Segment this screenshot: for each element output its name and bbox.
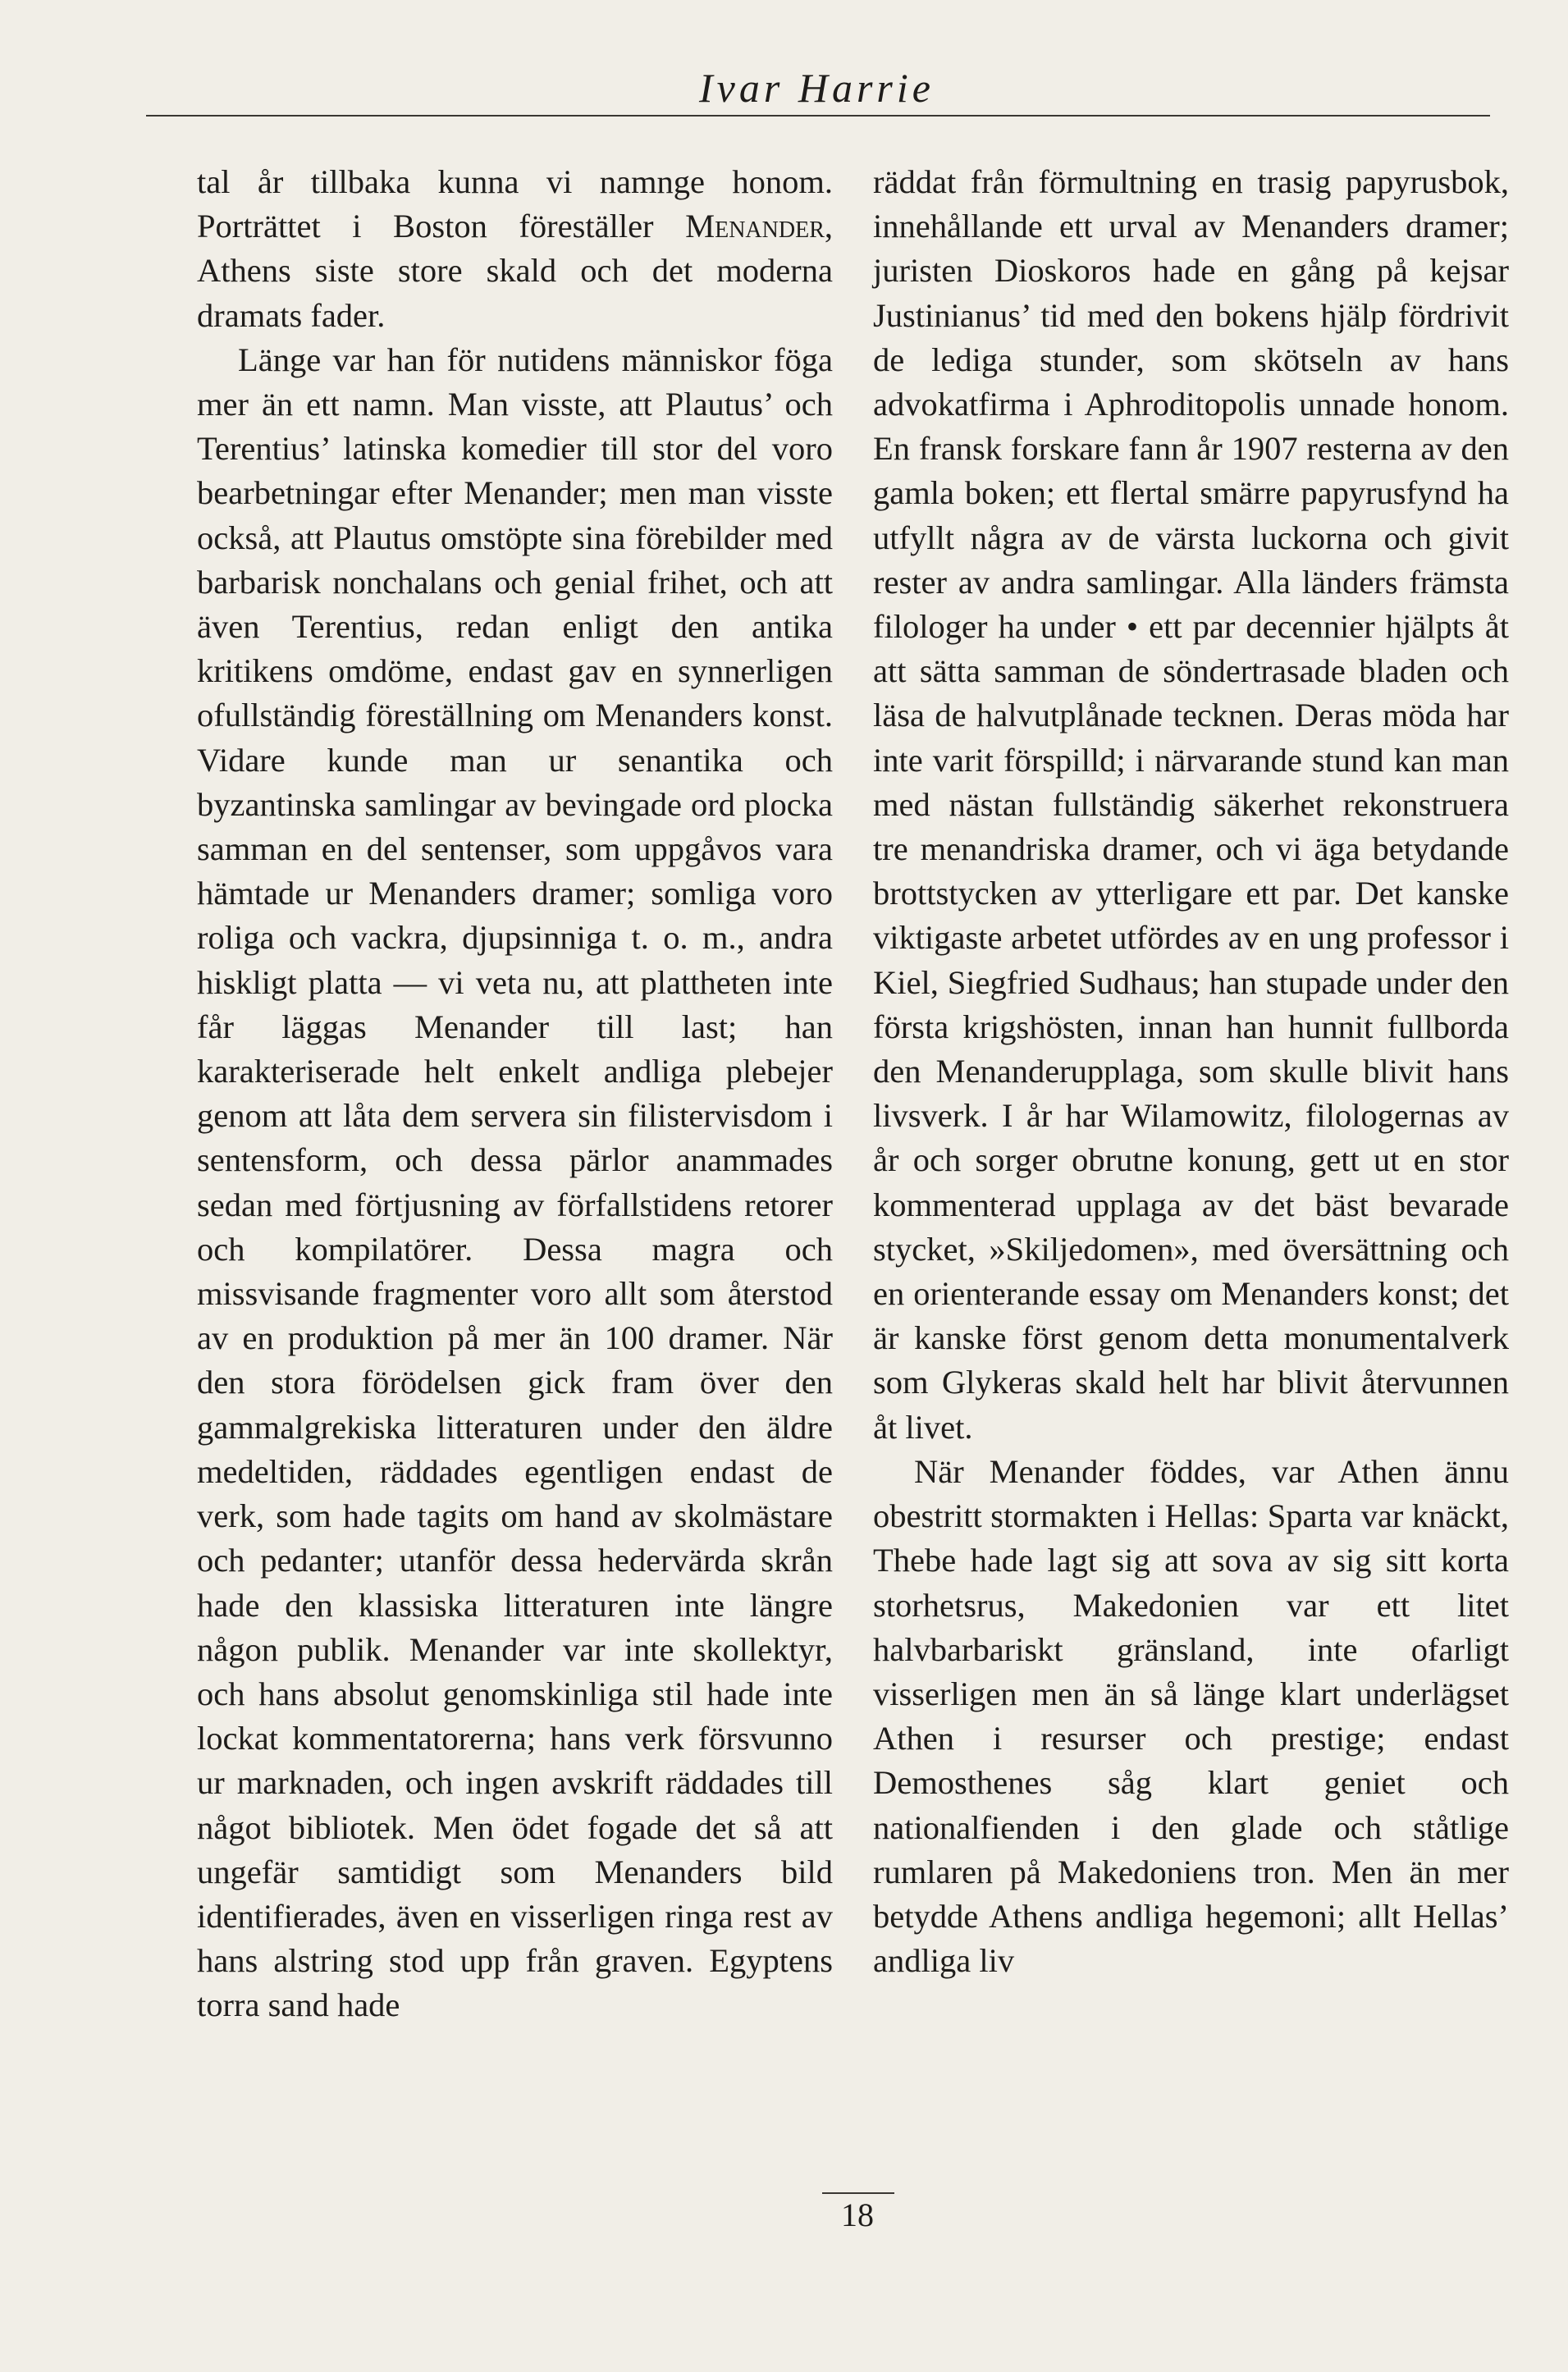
right-paragraph-1: räddat från förmultning en trasig papyrusbok, innehållande ett urval av Menanders dramer; juristen Dioskoros hade en gång på kejsar Justinianus’ tid med den bokens hjälp fördrivit de lediga stunder, som skötseln av hans advokatfirma i Aphroditopolis unnade honom. En fransk forskare fann år 1907 resterna av den gamla boken; ett flertal smärre papyrusfynd ha utfyllt några av de värsta luckorna och givit rester av andra samlingar. Alla länders främsta filologer ha under • ett par decennier hjälpts åt att sätta samman de söndertrasade bladen och läsa de halvutplånade tecknen. Deras möda har inte varit förspilld; i närvarande stund kan man med nästan fullständig säkerhet rekonstruera tre menandriska dramer, och vi äga betydande brottstycken av ytterligare ett par. Det kanske viktigaste arbetet utfördes av en ung professor i Kiel, Siegfried Sudhaus; han stupade under den första krigshösten, innan han hunnit fullborda den Menanderupplaga, som skulle blivit hans livsverk. I år har Wilamowitz, filologernas av år och sorger obrutne konung, gett ut en stor kommenterad upplaga av det bäst bevarade stycket, »Skiljedomen», med översättning och en orienterande essay om Menanders konst; det är kanske först genom detta monumentalverk som Glykeras skald helt har blivit återvunnen åt livet. xyxy=(873,163,1509,1446)
left-paragraph-2: Länge var han för nutidens människor föga mer än ett namn. Man visste, att Plautus’ och Terentius’ latinska komedier till stor del voro bearbetningar efter Menander; men man visste också, att Plautus omstöpte sina förebilder med barbarisk nonchalans och genial frihet, och att även Terentius, redan enligt den antika kritikens omdöme, endast gav en synnerligen ofullständig föreställning om Menanders konst. Vidare kunde man ur senantika och byzantinska samlingar av bevingade ord plocka samman en del sentenser, som uppgåvos vara hämtade ur Menanders dramer; somliga voro roliga och vackra, djupsinniga t. o. m., andra hiskligt platta — vi veta nu, att plattheten inte får läggas Menander till last; han karakteriserade helt enkelt andliga plebejer genom att låta dem servera sin filistervisdom i sentensform, och dessa pärlor anammades sedan med förtjusning av förfallstidens retorer och kompilatörer. Dessa magra och missvisande fragmenter voro allt som återstod av en produktion på mer än 100 dramer. När den stora förödelsen gick fram över den gammalgrekiska litteraturen under den äldre medeltiden, räddades egentligen endast de verk, som hade tagits om hand av skolmästare och pedanter; utanför dessa hedervärda skrån hade den klassiska litteraturen inte längre någon publik. Menander var inte skollektyr, och hans absolut genomskinliga stil hade inte lockat kommentatorerna; hans verk försvunno ur marknaden, och ingen avskrift räddades till något bibliotek. Men ödet fogade det så att ungefär samtidigt som Menanders bild identifierades, även en visserligen ringa rest av hans alstring stod upp från graven. Egyptens torra sand hade xyxy=(197,340,833,2024)
right-column xyxy=(873,160,1509,1983)
left-paragraph-1-end: , Athens siste store skald och det moderna dramats fader. xyxy=(197,208,833,334)
right-paragraph-2: När Menander föddes, var Athen ännu obestritt stormakten i Hellas: Sparta var knäckt, Thebe hade lagt sig att sova av sig sitt korta storhetsrus, Makedonien var ett litet halvbarbariskt gränsland, inte ofarligt visserligen men än så länge klart underlägset Athen i resurser och prestige; endast Demosthenes såg klart geniet och nationalfienden i den glade och ståtlige rumlaren på Makedoniens tron. Men än mer betydde Athens andliga hegemoni; allt Hellas’ andliga liv xyxy=(873,1452,1509,1980)
header-rule xyxy=(146,115,1490,117)
page-number: 18 xyxy=(841,2196,874,2233)
running-header-author: Ivar Harrie xyxy=(699,65,935,111)
menander-small-caps: Menander xyxy=(685,208,825,245)
left-paragraph-1 xyxy=(197,160,833,338)
page-number-rule xyxy=(822,2192,894,2194)
left-column xyxy=(197,160,833,2028)
left-paragraph-1-start: tal år tillbaka kunna vi namnge honom. Porträttet i Boston föreställer xyxy=(197,163,833,245)
